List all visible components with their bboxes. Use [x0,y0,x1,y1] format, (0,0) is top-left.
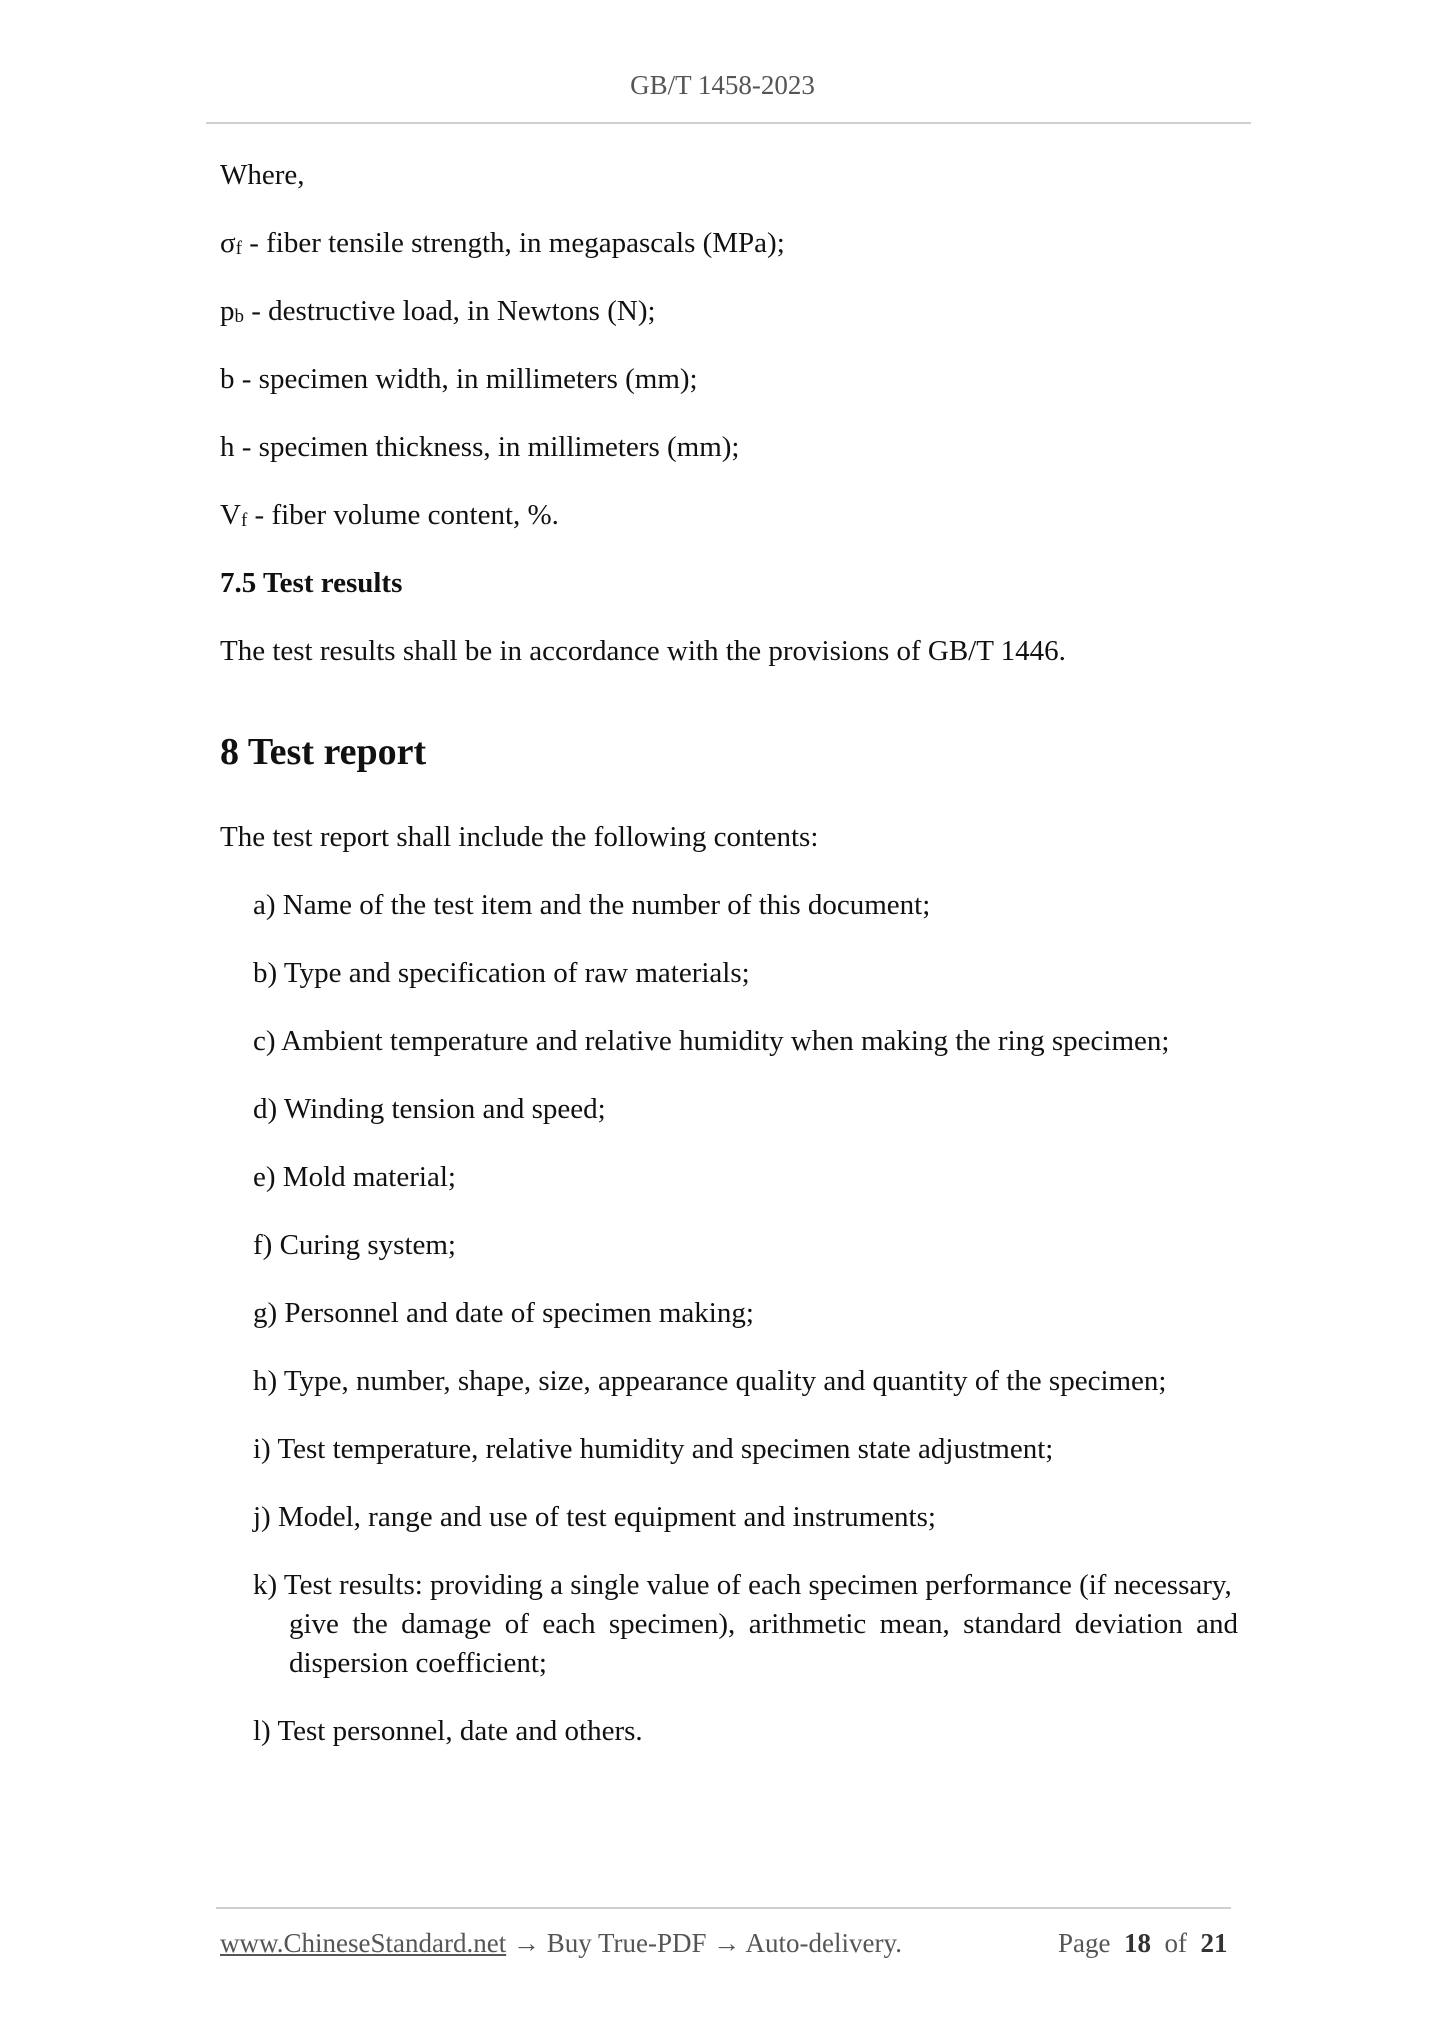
list-item-f: f) Curing system; [253,1229,456,1261]
symbol: σ [220,227,236,259]
symbol-description: - destructive load, in Newtons (N); [244,295,656,327]
list-item-h: h) Type, number, shape, size, appearance quality and quantity of the specimen; [253,1365,1167,1397]
symbol-p-b [220,294,656,334]
page-counter [1058,1928,1227,1959]
list-item-d: d) Winding tension and speed; [253,1093,606,1125]
symbol: p [220,295,235,327]
symbol-h [220,430,739,464]
symbol-description: - specimen thickness, in millimeters (mm); [234,431,740,463]
footer-promo-text: → Buy True-PDF → Auto-delivery. [506,1928,902,1958]
symbol-description: - specimen width, in millimeters (mm); [234,363,698,395]
list-item-c: c) Ambient temperature and relative humidity when making the ring specimen; [253,1025,1170,1057]
footer-promo [220,1928,902,1959]
symbol-subscript: f [240,510,248,531]
symbol-subscript: b [234,306,244,327]
list-item-i: i) Test temperature, relative humidity and specimen state adjustment; [253,1433,1054,1465]
symbol-description: - fiber tensile strength, in megapascals (MPa); [241,227,785,259]
list-item-g: g) Personnel and date of specimen making; [253,1297,754,1329]
list-item-j: j) Model, range and use of test equipment and instruments; [253,1501,936,1533]
list-item-k-line-2: give the damage of each specimen), arithmetic mean, standard deviation and [289,1608,1238,1640]
section-8-heading: 8 Test report [220,731,427,773]
section-7-5-heading: 7.5 Test results [220,567,403,599]
page-number: 18 [1123,1928,1151,1958]
page-header: GB/T 1458-2023 [630,70,815,100]
list-item-l: l) Test personnel, date and others. [253,1715,643,1747]
where-label: Where, [220,159,305,191]
list-item-k-line-3: dispersion coefficient; [289,1647,547,1679]
section-8-intro: The test report shall include the following contents: [220,821,819,853]
chinesestandard-link[interactable]: www.ChineseStandard.net [220,1928,507,1958]
page-total: 21 [1200,1928,1228,1958]
symbol-v-f [220,498,559,538]
symbol-subscript: f [235,238,242,259]
footer-divider [216,1907,1231,1909]
list-item-a: a) Name of the test item and the number of this document; [253,889,931,921]
list-item-k-line-1: k) Test results: providing a single value of each specimen performance (if necessary, [253,1569,1232,1601]
of-label: of [1164,1928,1187,1958]
symbol-b [220,362,698,396]
list-item-b: b) Type and specification of raw materials; [253,957,750,989]
symbol: b [220,363,235,395]
header-divider [206,122,1251,124]
list-item-k [253,1566,1238,1683]
symbol-description: - fiber volume content, %. [247,499,559,531]
page-label: Page [1058,1928,1111,1958]
symbol-sigma-f [220,226,785,266]
list-item-e: e) Mold material; [253,1161,456,1193]
symbol: h [220,431,235,463]
section-7-5-text: The test results shall be in accordance with the provisions of GB/T 1446. [220,635,1066,667]
symbol: V [220,499,241,531]
